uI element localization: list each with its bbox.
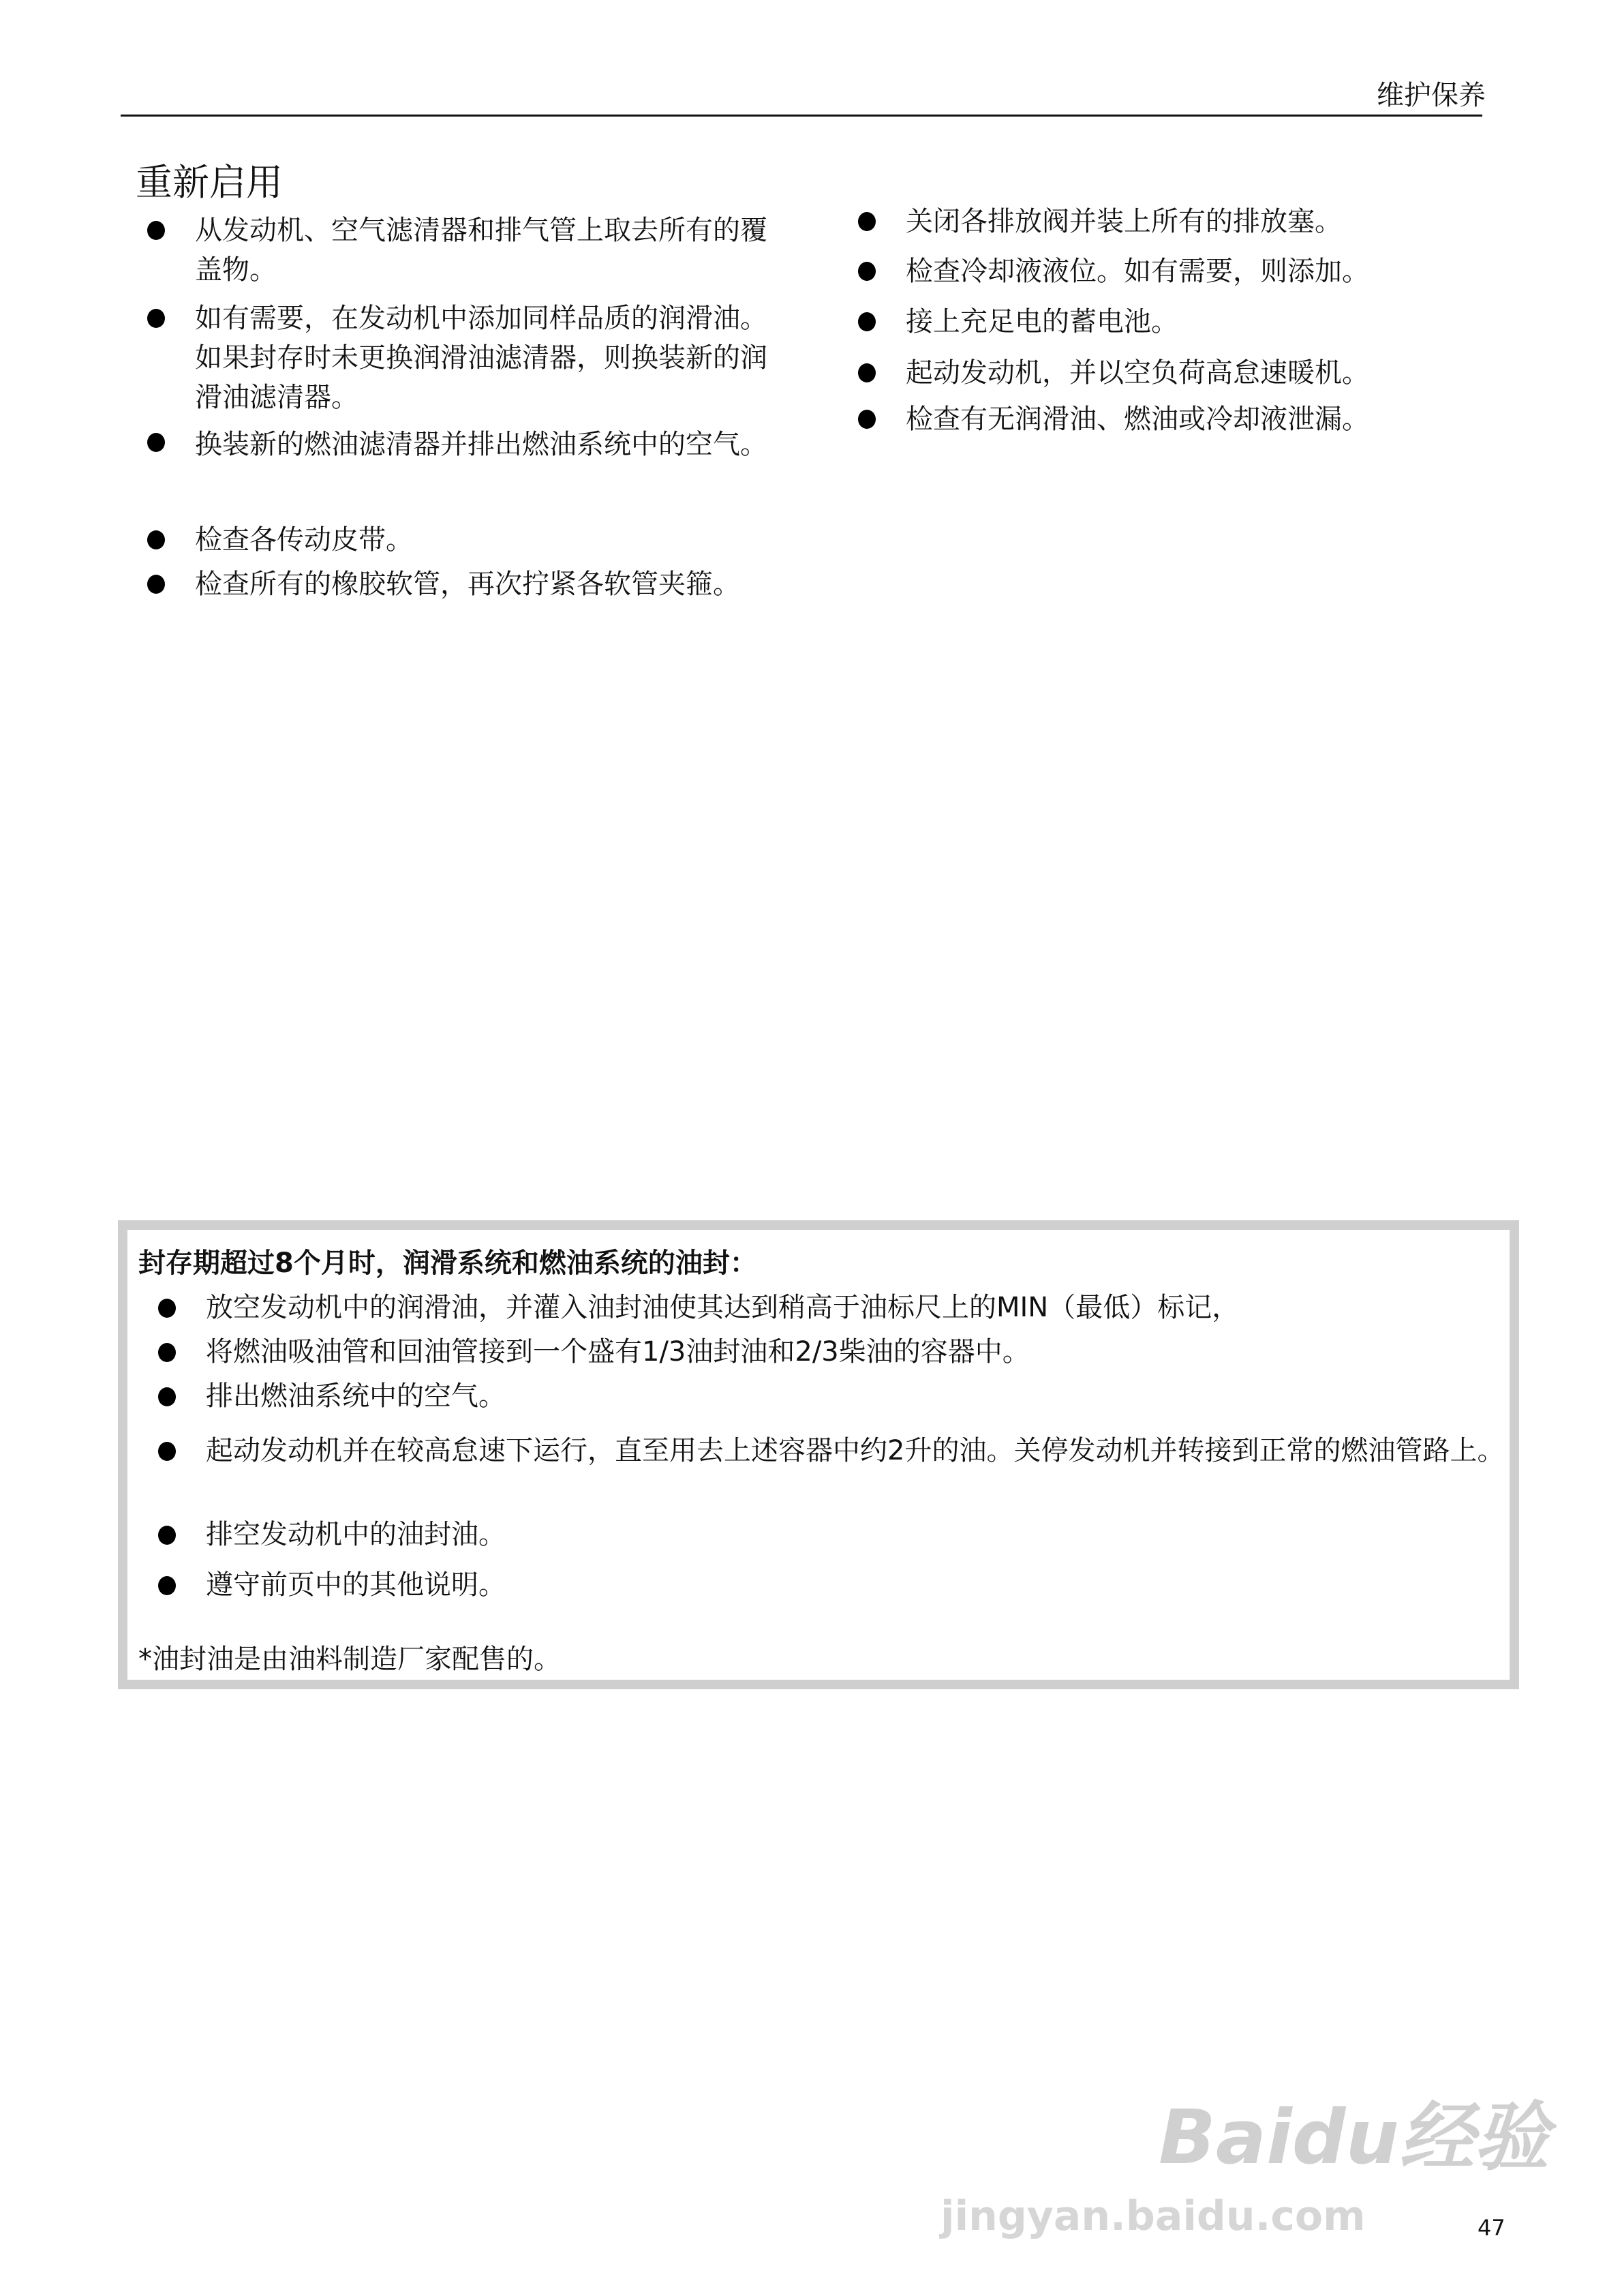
list-item: 起动发动机，并以空负荷高怠速暖机。 bbox=[906, 353, 1465, 393]
watermark-logo: Baidu经验 bbox=[1159, 2094, 1549, 2181]
list-item: 检查所有的橡胶软管，再次拧紧各软管夹箍。 bbox=[195, 564, 774, 604]
box-heading: 封存期超过8个月时，润滑系统和燃油系统的油封： bbox=[138, 1248, 757, 1279]
bullet-icon bbox=[147, 433, 165, 452]
list-item: 换装新的燃油滤清器并排出燃油系统中的空气。 bbox=[195, 423, 774, 467]
bullet-icon bbox=[858, 363, 876, 382]
footnote: *油封油是由油料制造厂家配售的。 bbox=[138, 1644, 561, 1675]
bullet-icon bbox=[158, 1442, 176, 1461]
list-item: 如有需要，在发动机中添加同样品质的润滑油。如果封存时未更换润滑油滤清器，则换装新的润滑油滤清器。 bbox=[195, 299, 774, 417]
bullet-icon bbox=[147, 530, 165, 549]
page-number: 47 bbox=[1478, 2215, 1505, 2241]
bullet-icon bbox=[858, 312, 876, 331]
bullet-icon bbox=[158, 1526, 176, 1545]
bullet-icon bbox=[158, 1576, 176, 1595]
list-item: 遵守前页中的其他说明。 bbox=[206, 1566, 1514, 1604]
list-item: 关闭各排放阀并装上所有的排放塞。 bbox=[906, 202, 1465, 241]
list-item: 排出燃油系统中的空气。 bbox=[206, 1377, 1514, 1415]
page-title: 重新启用 bbox=[136, 161, 283, 204]
list-item: 检查冷却液液位。如有需要，则添加。 bbox=[906, 252, 1465, 291]
bullet-icon bbox=[147, 309, 165, 328]
section-header: 维护保养 bbox=[1377, 80, 1486, 111]
bullet-icon bbox=[158, 1343, 176, 1362]
list-item: 从发动机、空气滤清器和排气管上取去所有的覆盖物。 bbox=[195, 211, 774, 290]
watermark-url: jingyan.baidu.com bbox=[940, 2192, 1366, 2240]
bullet-icon bbox=[147, 575, 165, 594]
list-item: 起动发动机并在较高怠速下运行，直至用去上述容器中约2升的油。关停发动机并转接到正常的燃油管路上。 bbox=[206, 1432, 1514, 1470]
list-item: 将燃油吸油管和回油管接到一个盛有1/3油封油和2/3柴油的容器中。 bbox=[206, 1333, 1514, 1371]
bullet-icon bbox=[147, 221, 165, 240]
bullet-icon bbox=[858, 262, 876, 281]
header-rule bbox=[121, 115, 1482, 117]
storage-note-box bbox=[118, 1220, 1519, 1689]
list-item: 排空发动机中的油封油。 bbox=[206, 1515, 1514, 1554]
list-item: 放空发动机中的润滑油，并灌入油封油使其达到稍高于油标尺上的MIN（最低）标记， bbox=[206, 1288, 1514, 1327]
bullet-icon bbox=[158, 1387, 176, 1406]
list-item: 检查有无润滑油、燃油或冷却液泄漏。 bbox=[906, 399, 1465, 439]
list-item: 检查各传动皮带。 bbox=[195, 520, 774, 560]
bullet-icon bbox=[158, 1299, 176, 1318]
bullet-icon bbox=[858, 212, 876, 231]
bullet-icon bbox=[858, 410, 876, 429]
list-item: 接上充足电的蓄电池。 bbox=[906, 302, 1465, 342]
